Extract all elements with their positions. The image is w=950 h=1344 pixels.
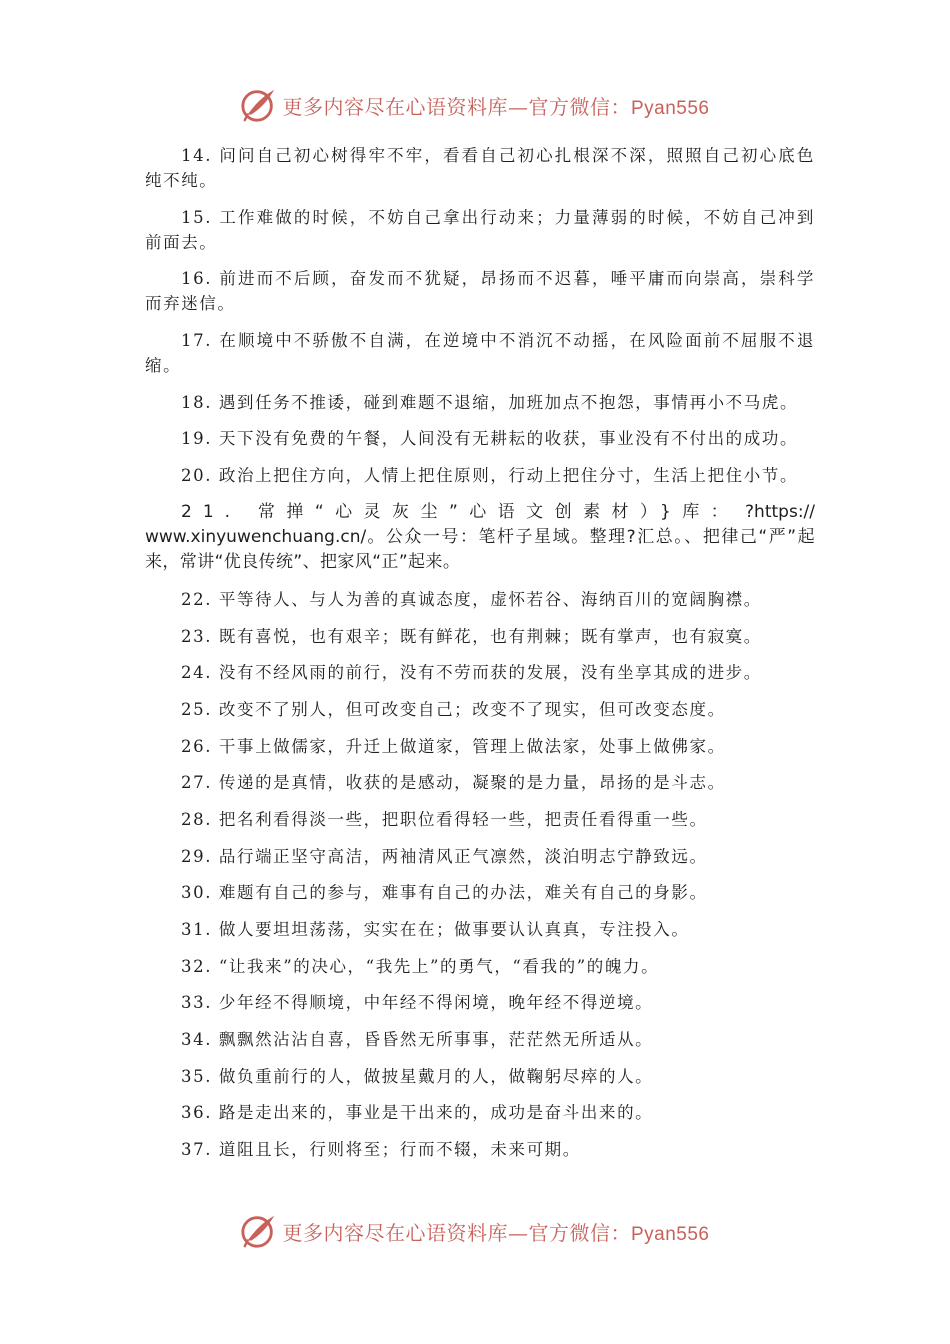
footer-text: 更多内容尽在心语资料库—官方微信：Pyan556	[282, 1220, 710, 1245]
list-item: 28. 把名利看得淡一些，把职位看得轻一些，把责任看得重一些。	[181, 809, 708, 829]
list-item: 36. 路是走出来的，事业是干出来的，成功是奋斗出来的。	[181, 1103, 654, 1123]
list-item: 35. 做负重前行的人，做披星戴月的人，做鞠躬尽瘁的人。	[181, 1066, 654, 1086]
list-item: 31. 做人要坦坦荡荡，实实在在；做事要认认真真，专注投入。	[181, 920, 690, 939]
footer-banner	[0, 1210, 950, 1252]
list-item: 17. 在顺境中不骄傲不自满，在逆境中不消沉不动摇，在风险面前不屈服不退缩。	[145, 331, 815, 376]
list-item: 29. 品行端正坚守高洁，两袖清风正气凛然，淡泊明志宁静致远。	[181, 846, 708, 866]
document-body	[145, 143, 815, 1174]
quill-logo-icon	[240, 1212, 278, 1250]
header-banner	[0, 84, 950, 126]
list-item: 33. 少年经不得顺境，中年经不得闲境，晚年经不得逆境。	[181, 993, 654, 1013]
item21-url: ?https://www.xinyuwenchuang.cn/	[145, 501, 815, 547]
list-item: 25. 改变不了别人，但可改变自己；改变不了现实，但可改变态度。	[181, 699, 726, 719]
list-item: 22. 平等待人、与人为善的真诚态度，虚怀若谷、海纳百川的宽阔胸襟。	[181, 589, 762, 609]
header-text: 更多内容尽在心语资料库—官方微信：Pyan556	[282, 94, 710, 119]
list-item: 15. 工作难做的时候，不妨自己拿出行动来；力量薄弱的时候，不妨自己冲到前面去。	[145, 207, 815, 252]
list-item: 24. 没有不经风雨的前行，没有不劳而获的发展，没有坐享其成的进步。	[181, 663, 762, 683]
list-item: 32. “让我来”的决心，“我先上”的勇气，“看我的”的魄力。	[181, 956, 660, 976]
list-item: 20. 政治上把住方向，人情上把住原则，行动上把住分寸，生活上把住小节。	[181, 466, 799, 486]
quill-logo-icon	[240, 86, 278, 124]
list-item-21	[145, 500, 815, 575]
list-item: 16. 前进而不后顾，奋发而不犹疑，昂扬而不迟暮，唾平庸而向崇高，崇科学而弃迷信。	[145, 269, 815, 314]
list-item: 27. 传递的是真情，收获的是感动，凝聚的是力量，昂扬的是斗志。	[181, 773, 726, 793]
list-item: 34. 飘飘然沾沾自喜，昏昏然无所事事，茫茫然无所适从。	[181, 1030, 654, 1050]
list-item: 19. 天下没有免费的午餐，人间没有无耕耘的收获，事业没有不付出的成功。	[181, 429, 799, 449]
list-item: 23. 既有喜悦，也有艰辛；既有鲜花，也有荆棘；既有掌声，也有寂寞。	[181, 626, 762, 646]
item21-rest: 。公众一号：笔杆子星域。整理?汇总。、把律己“严”起来，常讲“优良传统”、把家风“正”起来。	[145, 526, 815, 572]
list-item: 18. 遇到任务不推诿，碰到难题不退缩，加班加点不抱怨，事情再小不马虎。	[181, 392, 799, 412]
item21-lead: 21. 常掸“心灵灰尘”心语文创素材）}库：	[181, 501, 740, 522]
list-item: 37. 道阻且长，行则将至；行而不辍，未来可期。	[181, 1140, 581, 1160]
list-item: 26. 干事上做儒家，升迁上做道家，管理上做法家，处事上做佛家。	[181, 736, 726, 756]
list-item: 30. 难题有自己的参与，难事有自己的办法，难关有自己的身影。	[181, 883, 708, 903]
list-item: 14. 问问自己初心树得牢不牢，看看自己初心扎根深不深，照照自己初心底色纯不纯。	[145, 146, 815, 190]
